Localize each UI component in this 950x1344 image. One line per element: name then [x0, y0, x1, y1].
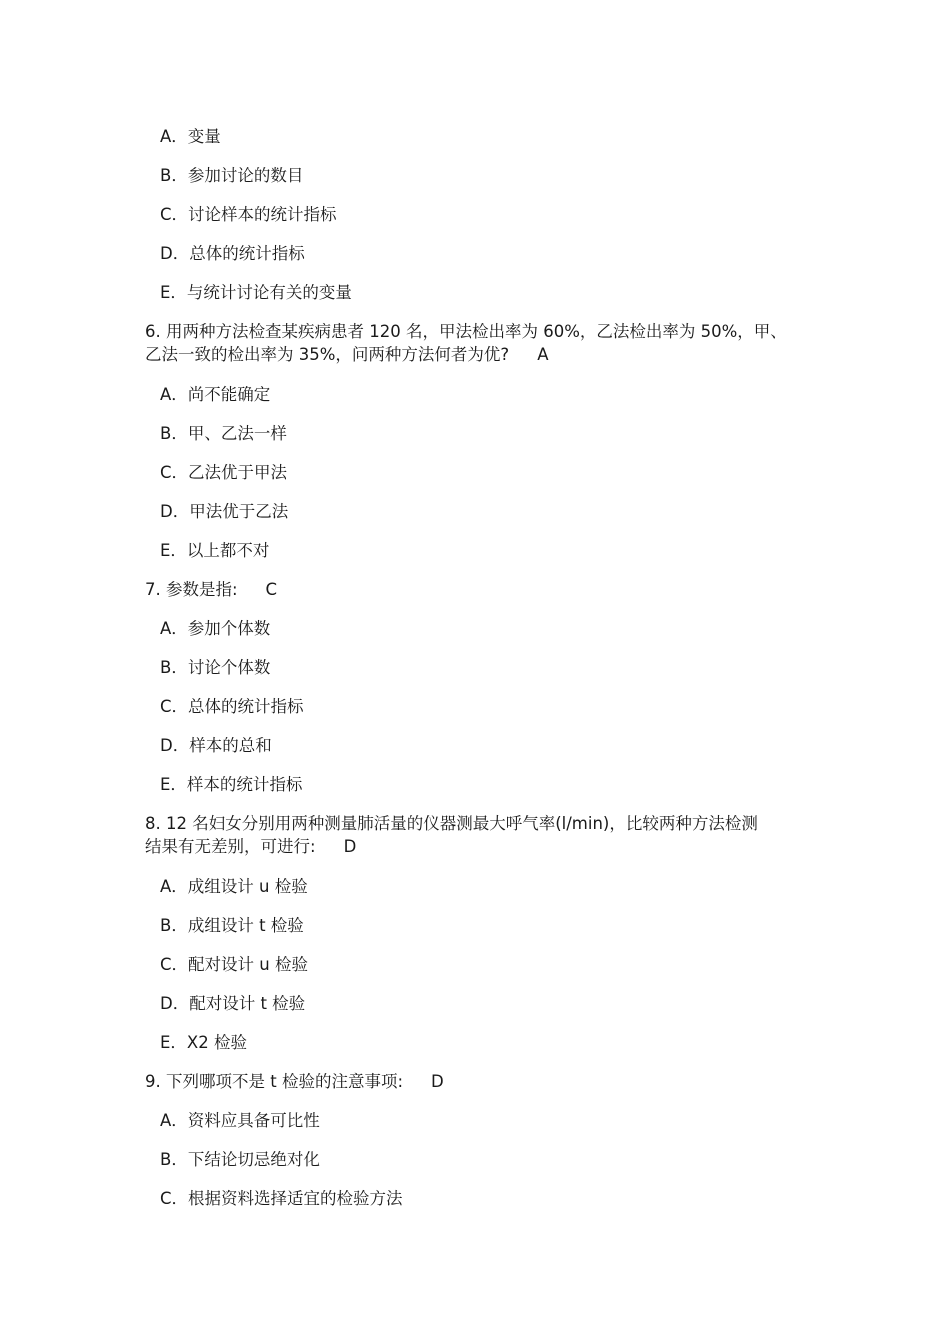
- q8-option-b: B．成组设计 t 检验: [160, 916, 304, 935]
- q6-option-e: E．以上都不对: [160, 541, 270, 560]
- q9-answer: D: [431, 1072, 444, 1091]
- q8-stem-line2: [145, 836, 356, 858]
- q7-stem-text: 7. 参数是指:: [145, 580, 238, 599]
- q8-option-d: D．配对设计 t 检验: [160, 994, 306, 1013]
- q7-option-c: C．总体的统计指标: [160, 697, 304, 716]
- q5-option-a: A．变量: [160, 127, 221, 146]
- q7-option-b: B．讨论个体数: [160, 658, 271, 677]
- q9-option-b: B．下结论切忌绝对化: [160, 1150, 320, 1169]
- q7-option-e: E．样本的统计指标: [160, 775, 303, 794]
- q7-option-a: A．参加个体数: [160, 619, 271, 638]
- q9-option-c: C．根据资料选择适宜的检验方法: [160, 1189, 403, 1208]
- q7-stem: [145, 579, 277, 601]
- q9-stem-text: 9. 下列哪项不是 t 检验的注意事项:: [145, 1072, 404, 1091]
- q8-option-e: E．X2 检验: [160, 1033, 247, 1052]
- q5-option-b: B．参加讨论的数目: [160, 166, 304, 185]
- q6-option-d: D．甲法优于乙法: [160, 502, 289, 521]
- q6-option-b: B．甲、乙法一样: [160, 424, 287, 443]
- q5-option-d: D．总体的统计指标: [160, 244, 305, 263]
- q8-stem-line1: 8. 12 名妇女分别用两种测量肺活量的仪器测最大呼气率(l/min)，比较两种方法检测: [145, 814, 758, 833]
- q8-option-c: C．配对设计 u 检验: [160, 955, 308, 974]
- q6-stem-line2: [145, 344, 548, 366]
- q9-stem: [145, 1071, 444, 1093]
- q6-answer: A: [537, 345, 549, 364]
- q8-option-a: A．成组设计 u 检验: [160, 877, 308, 896]
- q8-answer: D: [343, 837, 357, 856]
- q7-option-d: D．样本的总和: [160, 736, 272, 755]
- q5-option-e: E．与统计讨论有关的变量: [160, 283, 352, 302]
- q5-option-c: C．讨论样本的统计指标: [160, 205, 337, 224]
- q6-stem-text: 乙法一致的检出率为 35%，问两种方法何者为优?: [145, 345, 510, 364]
- q6-option-c: C．乙法优于甲法: [160, 463, 288, 482]
- q7-answer: C: [265, 580, 278, 599]
- q6-option-a: A．尚不能确定: [160, 385, 271, 404]
- q9-option-a: A．资料应具备可比性: [160, 1111, 320, 1130]
- q6-stem-line1: 6. 用两种方法检查某疾病患者 120 名，甲法检出率为 60%，乙法检出率为 50%，甲、: [145, 322, 787, 341]
- q8-stem-text: 结果有无差别，可进行:: [145, 837, 316, 856]
